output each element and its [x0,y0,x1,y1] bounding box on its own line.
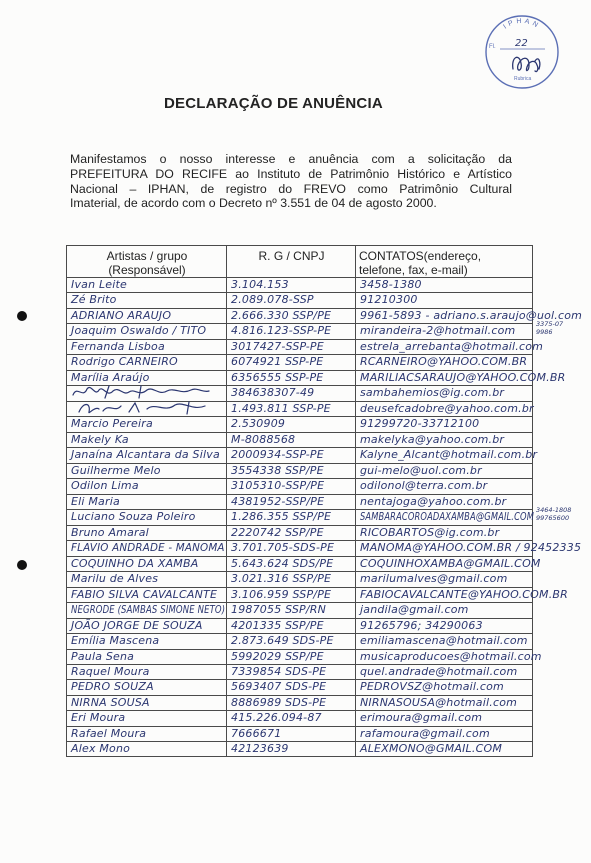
rg-cnpj: 8886989 SDS-PE [231,695,327,709]
contact-info: emiliamascena@hotmail.com [360,634,528,648]
artist-name: JOÃO JORGE DE SOUZA [71,618,203,632]
rg-cnpj: 2000934-SSP-PE [231,448,324,462]
rg-cnpj: 6356555 SSP-PE [231,370,324,384]
rg-cnpj: 1987055 SSP/RN [231,603,327,617]
contact-info: MARILIACSARAUJO@YAHOO.COM.BR [360,370,566,384]
table-row [67,277,532,292]
contact-info: Kalyne_Alcant@hotmail.com.br [360,448,538,462]
margin-note-line: 3375-07 [536,320,564,329]
artist-name: Bruno Amaral [71,525,149,539]
paragraph-line: PREFEITURA DO RECIFE ao Instituto de Patrimônio Histórico e Artístico [70,166,512,181]
signatories-table [66,245,583,757]
rg-cnpj: 5.643.624 SDS/PE [231,556,334,570]
artist-name: ADRIANO ARAUJO [71,308,172,322]
contact-info: gui-melo@uol.com.br [360,463,482,477]
table-row [67,308,583,323]
stamp-rubric-signature [513,57,540,71]
artist-name: Joaquim Oswaldo / TITO [71,324,207,338]
rg-cnpj: 7339854 SDS-PE [231,665,327,678]
rg-cnpj: 2.666.330 SSP/PE [231,308,332,322]
table-row [67,320,564,338]
contact-info: odilonol@terra.com.br [360,479,488,493]
paragraph-line: Manifestamos o nosso interesse e anuência com a solicitação da [70,152,512,166]
artist-name: PEDRO SOUZA [71,680,154,694]
rg-cnpj: 5992029 SSP/PE [231,649,324,663]
rg-cnpj: 6074921 SSP-PE [231,355,324,369]
rg-cnpj: 2.089.078-SSP [231,293,314,307]
rg-cnpj: M-8088568 [231,432,296,446]
paragraph-line: Nacional – IPHAN, de registro do FREVO como Patrimônio Cultural [70,181,512,196]
stamp-rubric-label: Rubrica [514,76,532,82]
header-rg [227,250,356,264]
artist-name: Makely Ka [71,432,129,446]
table-row [67,370,566,385]
table-row [67,416,532,431]
margin-note [536,507,571,522]
document-title: DECLARAÇÃO DE ANUÊNCIA [164,95,383,112]
artist-name: Alex Mono [71,742,131,756]
contact-info: makelyka@yahoo.com.br [360,432,505,446]
contact-info: FABIOCAVALCANTE@YAHOO.COM.BR [360,587,568,601]
rg-cnpj: 1.286.355 SSP/PE [231,510,332,524]
header-contacts-line: telefone, fax, e-mail) [359,262,468,277]
artist-name: Rafael Moura [71,726,147,740]
table-row [67,540,582,555]
artist-name: Eli Maria [71,494,120,508]
contact-info: marilumalves@gmail.com [360,572,508,586]
table-row [67,525,532,540]
artist-name: NEGRODE (SAMBAS SIMONE NETO) [71,603,226,617]
stamp-folio-label: Fl. [489,44,496,50]
artist-signature [69,384,219,401]
table-row [67,506,572,524]
table-row [67,695,532,710]
contact-info: nentajoga@yahoo.com.br [360,494,507,508]
table-row [67,447,538,462]
stamp-folio-number: 22 [515,38,528,49]
artist-name: Eri Moura [71,711,126,725]
rg-cnpj: 2.873.649 SDS-PE [231,634,334,648]
table-row [67,339,544,354]
header-contacts [359,250,534,277]
punch-hole-upper [17,311,27,321]
table-row [67,463,532,478]
table-row [67,385,532,400]
table-row [67,726,532,741]
rg-cnpj: 384638307-49 [231,386,315,400]
contact-info: SAMBARACOROADAXAMBA@GMAIL.COM [360,510,534,524]
table-row [67,618,532,633]
contact-info: RICOBARTOS@ig.com.br [360,525,500,539]
table-row [67,741,532,756]
rg-cnpj: 1.493.811 SSP-PE [231,401,331,415]
table-row [67,649,542,664]
artist-name: Zé Brito [71,293,117,307]
artist-name: Paula Sena [71,649,135,663]
contact-info: erimoura@gmail.com [360,711,483,725]
contact-info: sambahemios@ig.com.br [360,386,505,400]
rg-cnpj: 415.226.094-87 [231,711,322,725]
paragraph-line: Imaterial, de acordo com o Decreto nº 3.551 de 04 de agosto 2000. [70,196,437,211]
table-row [67,556,541,571]
margin-note-line: 9986 [536,327,553,336]
table-row [67,292,532,307]
table-row [67,633,532,648]
artist-name: Fernanda Lisboa [71,339,165,353]
margin-note-line: 3464-1808 [536,506,572,515]
rg-cnpj: 3.021.316 SSP/PE [231,572,332,586]
table-row [67,679,532,694]
contact-info: RCARNEIRO@YAHOO.COM.BR [360,355,528,369]
artist-name: Rodrigo CARNEIRO [71,355,178,369]
stamp-agency: IPHAN [502,17,542,31]
rg-cnpj: 3.106.959 SSP/PE [231,587,332,601]
signature-stroke [73,386,209,398]
contact-info: 91299720-33712100 [360,417,480,431]
contact-info: mirandeira-2@hotmail.com [360,324,516,338]
table-row [67,710,532,725]
rg-cnpj: 3.701.705-SDS-PE [231,541,335,555]
contact-info: jandila@gmail.com [360,603,469,617]
table-row [67,401,532,416]
artist-name: Guilherme Melo [71,463,161,477]
artist-name: Marilu de Alves [71,572,159,586]
rg-cnpj: 3554338 SSP/PE [231,463,324,477]
header-artists-line: Artistas / grupo [106,249,188,263]
contact-info: rafamoura@gmail.com [360,726,490,740]
punch-hole-lower [17,560,27,570]
artist-signature [69,400,219,417]
rg-cnpj: 3.104.153 [231,278,289,291]
table-row [67,602,532,617]
rg-cnpj: 2220742 SSP/PE [231,525,324,539]
table-row [67,664,532,679]
artist-name: Luciano Souza Poleiro [71,510,196,524]
artist-name: Emília Mascena [71,634,160,648]
artist-name: Ivan Leite [71,278,127,291]
rg-cnpj: 4201335 SSP/PE [231,618,324,632]
contact-info: NIRNASOUSA@hotmail.com [360,695,518,709]
table-row [67,571,532,586]
rg-cnpj: 42123639 [231,742,289,756]
rg-cnpj: 5693407 SDS-PE [231,680,327,694]
artist-name: Odilon Lima [71,479,139,493]
rg-cnpj: 7666671 [231,726,282,740]
header-artists-line: (Responsável) [108,262,186,277]
signature-stroke [79,402,205,414]
contact-info: 91265796; 34290063 [360,618,483,632]
header-rg-label: R. G / CNPJ [258,249,325,263]
contact-info: PEDROVSZ@hotmail.com [360,680,504,694]
table-row [67,478,532,493]
contact-info: 3458-1380 [360,278,422,291]
margin-note-line: 99765600 [536,513,570,522]
contact-info: estrela_arrebanta@hotmail.com [360,339,544,353]
contact-info: ALEXMONO@GMAIL.COM [360,742,503,756]
artist-name: Marcio Pereira [71,417,153,431]
artist-name: FLAVIO ANDRADE - MANOMA [71,541,225,555]
header-contacts-line: CONTATOS(endereço, [359,249,482,263]
artist-name: Raquel Moura [71,665,150,678]
rg-cnpj: 4.816.123-SSP-PE [231,324,332,338]
declaration-paragraph [70,152,512,211]
contact-info: musicaproducoes@hotmail.com [360,649,542,663]
contact-info: MANOMA@YAHOO.COM.BR / 92452335 [360,541,582,555]
rg-cnpj: 3105310-SSP/PE [231,479,325,493]
contact-info: deusefcadobre@yahoo.com.br [360,401,534,415]
contact-info: quel.andrade@hotmail.com [360,665,518,678]
margin-note [536,321,563,336]
table-row [67,587,568,602]
artist-name: NIRNA SOUSA [71,695,150,709]
artist-name: FABIO SILVA CAVALCANTE [71,587,218,601]
rg-cnpj: 3017427-SSP-PE [231,339,324,353]
table-row [67,354,532,369]
rg-cnpj: 2.530909 [231,417,286,431]
header-artists [67,250,227,277]
artist-name: Marília Araújo [71,370,150,384]
rg-cnpj: 4381952-SSP/PE [231,494,325,508]
artist-name: COQUINHO DA XAMBA [71,556,199,570]
contact-info: 91210300 [360,293,418,307]
iphan-folio-stamp [483,13,561,91]
table-row [67,432,532,447]
artist-name: Janaína Alcantara da Silva [71,448,220,462]
contact-info: COQUINHOXAMBA@GMAIL.COM [360,556,541,570]
table-row [67,494,532,509]
contact-info: 9961-5893 - adriano.s.araujo@uol.com [360,308,583,322]
